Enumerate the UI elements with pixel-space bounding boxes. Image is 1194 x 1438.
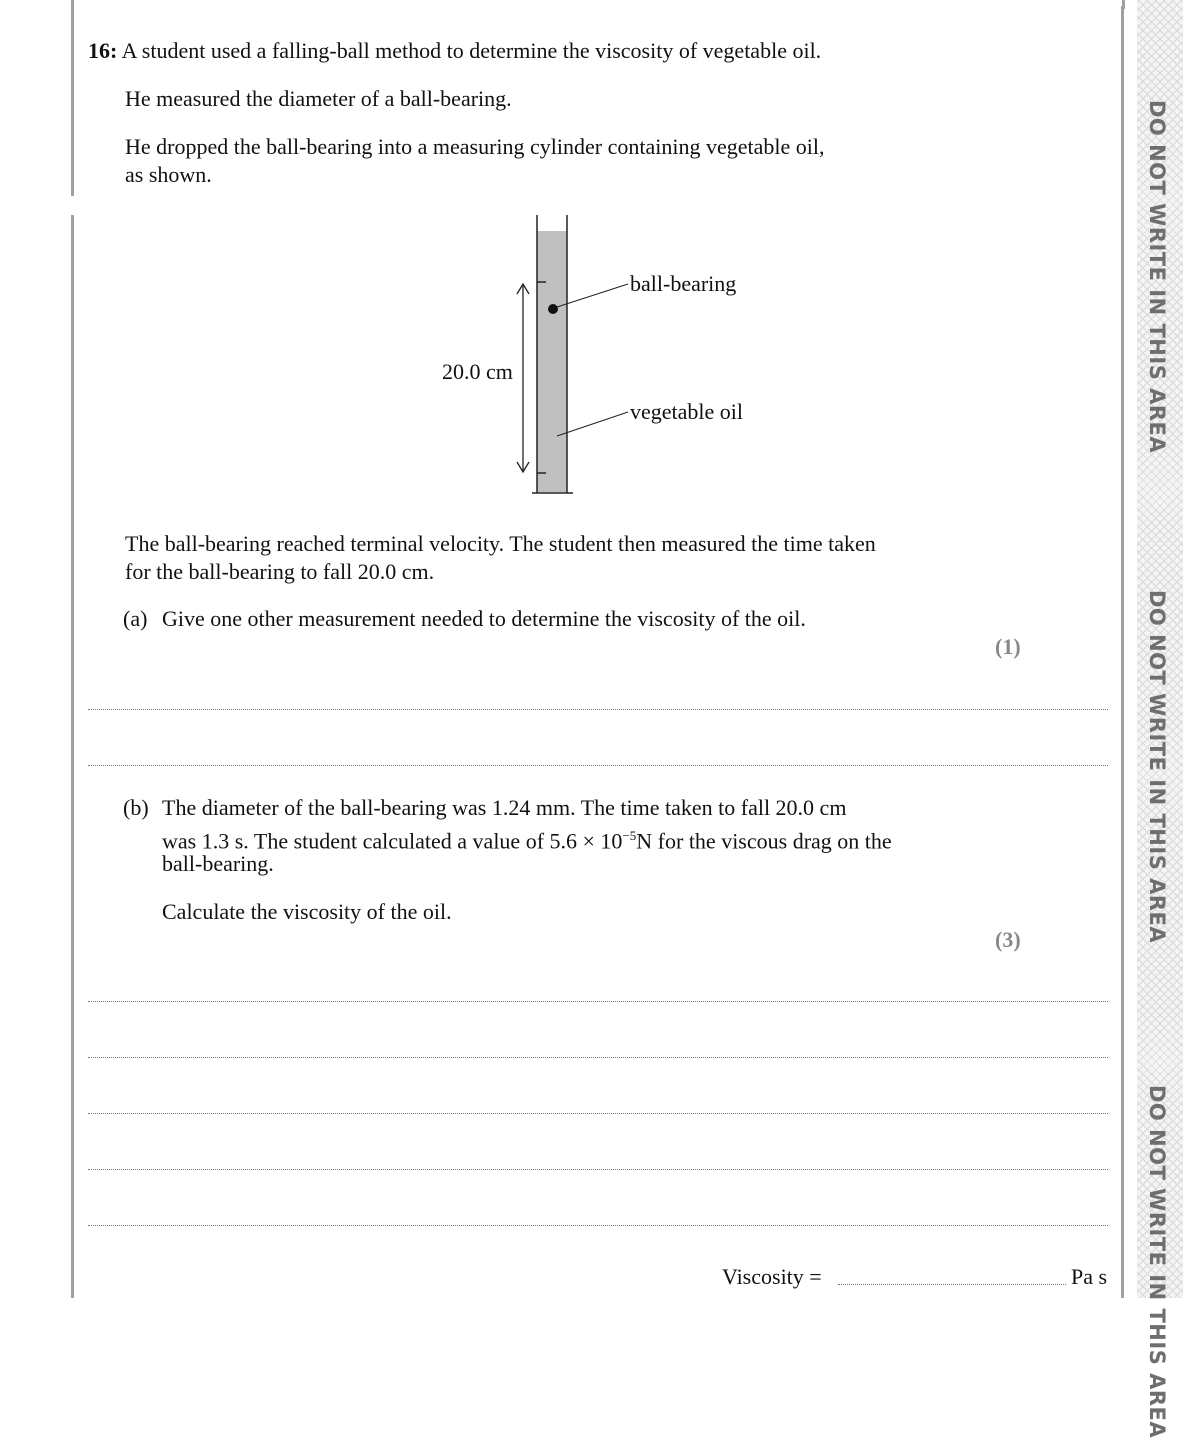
paragraph: for the ball-bearing to fall 20.0 cm. — [125, 559, 435, 584]
paragraph: The ball-bearing reached terminal velocity. The student then measured the time taken — [125, 531, 876, 556]
answer-line[interactable] — [88, 1057, 1108, 1058]
part-b-text: ball-bearing. — [162, 851, 274, 876]
margin-warning: DO NOT WRITE IN THIS AREA — [1145, 590, 1169, 944]
answer-line[interactable] — [88, 1001, 1108, 1002]
viscosity-answer-field[interactable] — [838, 1284, 1066, 1285]
answer-line[interactable] — [88, 1225, 1108, 1226]
part-b-marks: (3) — [995, 927, 1021, 952]
distance-label: 20.0 cm — [442, 359, 513, 384]
left-border-top — [71, 0, 74, 196]
part-a-text: Give one other measurement needed to determine the viscosity of the oil. — [162, 606, 806, 631]
part-a-label: (a) — [123, 606, 148, 631]
part-b-instruction: Calculate the viscosity of the oil. — [162, 899, 452, 924]
paragraph: as shown. — [125, 162, 212, 187]
cylinder-diagram — [420, 200, 780, 510]
answer-line[interactable] — [88, 765, 1108, 766]
viscosity-unit: Pa s — [1071, 1264, 1108, 1289]
margin-warning: DO NOT WRITE IN THIS AREA — [1145, 100, 1169, 454]
answer-line[interactable] — [88, 1169, 1108, 1170]
right-border — [1121, 6, 1124, 1298]
part-a-marks: (1) — [995, 634, 1021, 659]
part-b-text: was 1.3 s. The student calculated a value of $5.6 \times 10^{-5}N$ for the viscous drag on the — [162, 828, 892, 854]
answer-line[interactable] — [88, 709, 1108, 710]
question-intro: 16: A student used a falling-ball method to determine the viscosity of vegetable oil. — [88, 38, 822, 63]
ball-bearing — [548, 304, 558, 314]
ball-label: ball-bearing — [630, 271, 737, 296]
paragraph: He dropped the ball-bearing into a measuring cylinder containing vegetable oil, — [125, 134, 825, 159]
part-b-text: The diameter of the ball-bearing was 1.24 mm. The time taken to fall 20.0 cm — [162, 795, 847, 820]
part-b-label: (b) — [123, 795, 149, 820]
answer-line[interactable] — [88, 1113, 1108, 1114]
viscosity-label: Viscosity = — [722, 1264, 822, 1289]
oil-label: vegetable oil — [630, 399, 744, 424]
oil — [537, 231, 567, 492]
paragraph: He measured the diameter of a ball-bearing. — [125, 86, 512, 111]
left-border — [71, 215, 74, 1298]
top-right-corner — [1108, 0, 1125, 9]
margin-warning: DO NOT WRITE IN THIS AREA — [1145, 1085, 1169, 1438]
